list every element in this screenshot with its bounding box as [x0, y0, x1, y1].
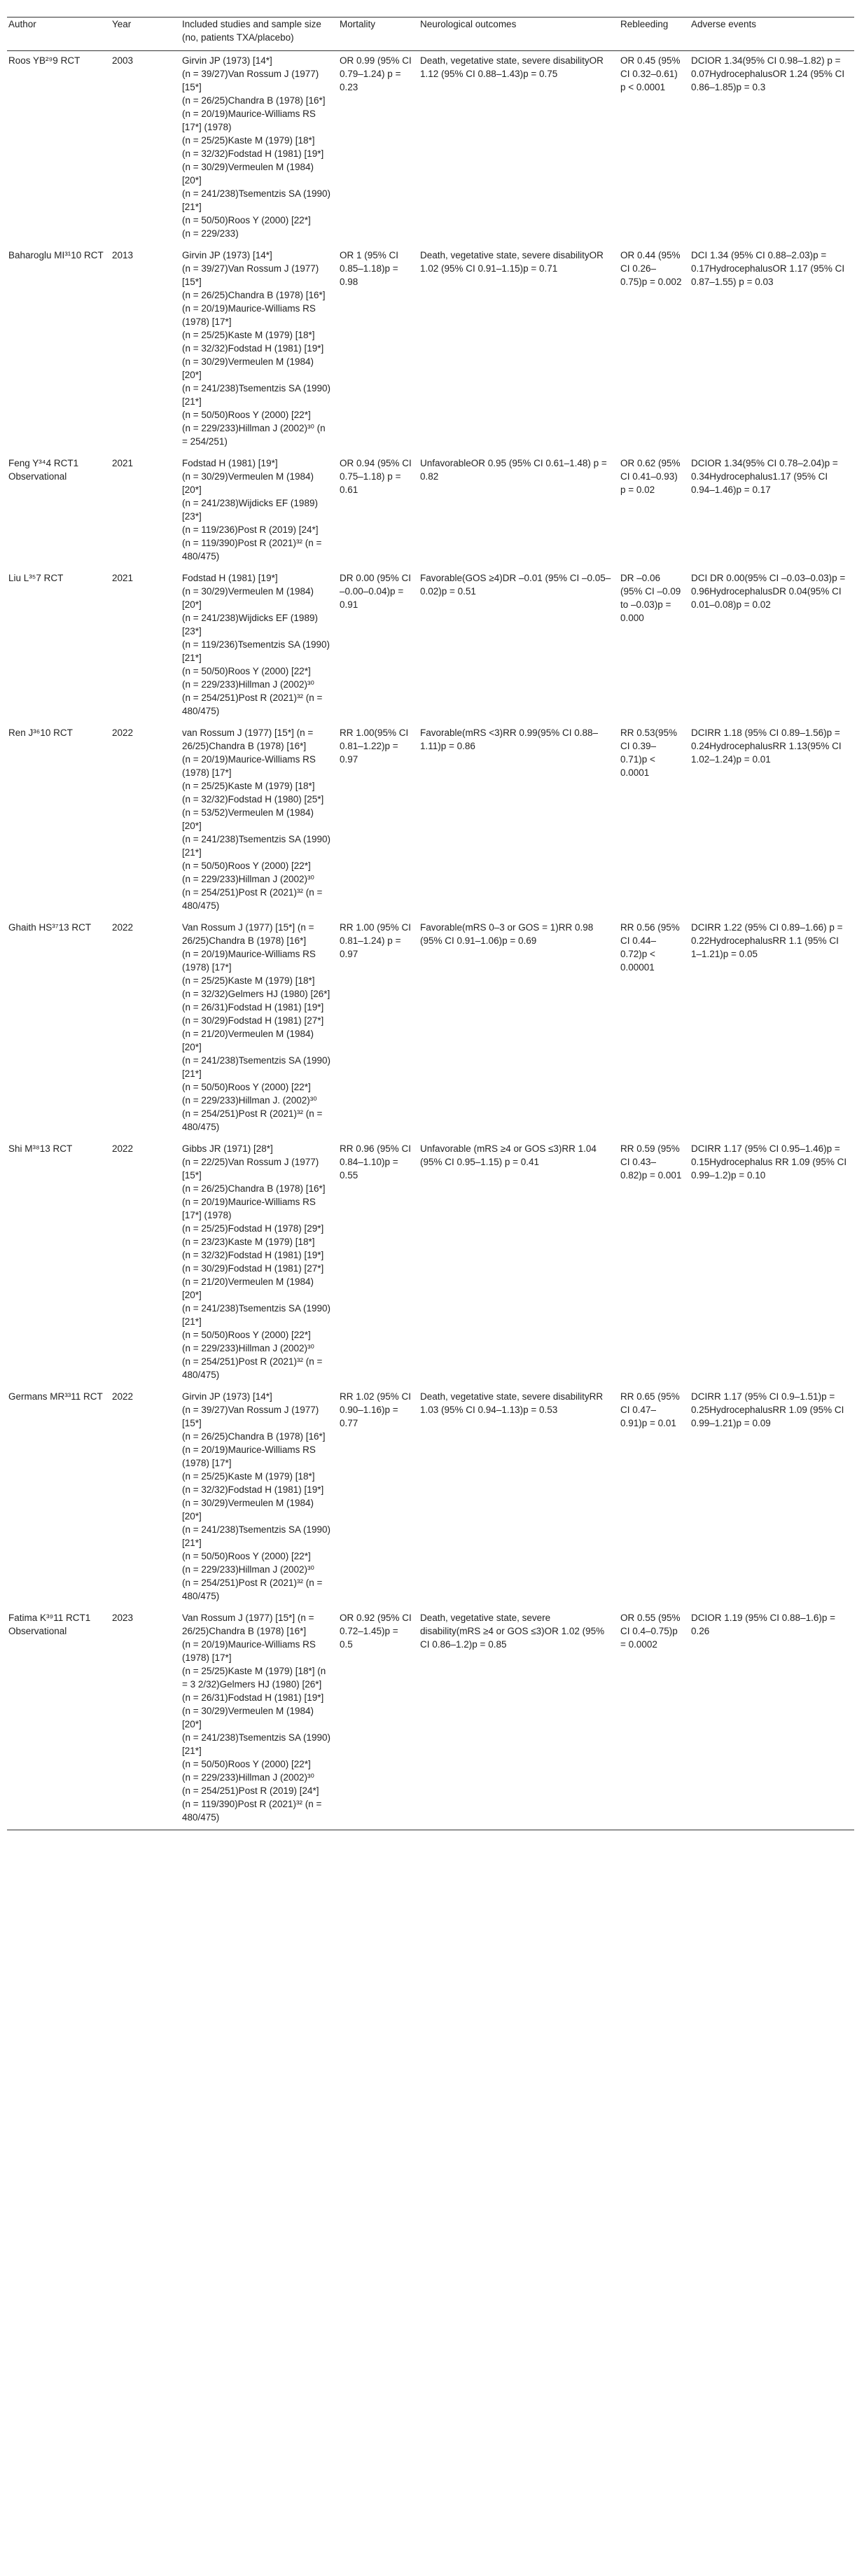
cell-mortality: OR 0.94 (95% CI 0.75–1.18) p = 0.61 [340, 458, 412, 495]
cell-mortality: RR 1.00(95% CI 0.81–1.22)p = 0.97 [340, 727, 409, 765]
cell-neuro: Death, vegetative state, severe disability(mRS ≥4 or GOS ≤3)OR 1.02 (95% CI 0.86–1.2)p = 0.85 [419, 1608, 619, 1830]
cell-neuro: Favorable(mRS <3)RR 0.99(95% CI 0.88–1.11)p = 0.86 [420, 727, 598, 751]
cell-rebleeding: RR 0.56 (95% CI 0.44–0.72)p < 0.00001 [620, 922, 680, 973]
cell-rebleeding: OR 0.45 (95% CI 0.32–0.61) p < 0.0001 [620, 55, 681, 92]
cell-year: 2021 [112, 573, 134, 583]
cell-neuro: Favorable(mRS 0–3 or GOS = 1)RR 0.98 (95% CI 0.91–1.06)p = 0.69 [420, 922, 594, 946]
cell-year: 2021 [112, 458, 134, 468]
cell-adverse: DCIOR 1.19 (95% CI 0.88–1.6)p = 0.26 [690, 1608, 854, 1830]
header-included-studies: Included studies and sample size (no, patients TXA/placebo) [181, 18, 338, 51]
cell-year: 2003 [112, 55, 134, 66]
table-row [7, 723, 854, 918]
cell-neuro: Death, vegetative state, severe disabilityRR 1.03 (95% CI 0.94–1.13)p = 0.53 [420, 1391, 604, 1415]
header-neurological-outcomes: Neurological outcomes [419, 18, 619, 51]
cell-rebleeding: RR 0.59 (95% CI 0.43–0.82)p = 0.001 [620, 1143, 682, 1181]
header-mortality: Mortality [338, 18, 419, 51]
cell-author: Ren J³⁶10 RCT [8, 727, 73, 738]
cell-neuro: Favorable(GOS ≥4)DR –0.01 (95% CI –0.05–0.02)p = 0.51 [420, 573, 611, 597]
cell-adverse: DCIOR 1.34(95% CI 0.78–2.04)p = 0.34Hydrocephalus1.17 (95% CI 0.94–1.46)p = 0.17 [691, 458, 838, 495]
cell-mortality: RR 0.96 (95% CI 0.84–1.10)p = 0.55 [340, 1143, 412, 1181]
table-row [7, 1139, 854, 1387]
cell-adverse: DCIRR 1.17 (95% CI 0.95–1.46)p = 0.15Hydrocephalus RR 1.09 (95% CI 0.99–1.2)p = 0.10 [691, 1143, 847, 1181]
header-author: Author [7, 18, 111, 51]
cell-neuro: Death, vegetative state, severe disabilityOR 1.12 (95% CI 0.88–1.43)p = 0.75 [420, 55, 604, 79]
cell-studies: Girvin JP (1973) [14*] (n = 39/27)Van Rossum J (1977) [15*] (n = 26/25)Chandra B (1978) [16*] (n = 20/19)Maurice-Williams RS [17*] (1978) (n = 25/25)Kaste M (1979) [18*] (n = 32/32)Fodstad H (1981) [19*] (n = 30/29)Vermeulen M (1984) [20*] (n = 241/238)Tsementzis SA (1990) [21*] (n = 50/50)Roos Y (2000) [22*] (n = 229/233) [182, 55, 330, 239]
cell-author: Fatima K³⁹11 RCT1 Observational [7, 1608, 111, 1830]
header-row [7, 18, 854, 51]
cell-adverse: DCI 1.34 (95% CI 0.88–2.03)p = 0.17HydrocephalusOR 1.17 (95% CI 0.87–1.55) p = 0.03 [691, 250, 845, 287]
cell-studies: Fodstad H (1981) [19*] (n = 30/29)Vermeulen M (1984) [20*] (n = 241/238)Wijdicks EF (1989) [23*] (n = 119/236)Post R (2019) [24*] (n = 119/390)Post R (2021)³² (n = 480/475) [182, 458, 322, 562]
cell-mortality: DR 0.00 (95% CI –0.00–0.04)p = 0.91 [340, 573, 412, 610]
cell-mortality: OR 0.92 (95% CI 0.72–1.45)p = 0.5 [338, 1608, 419, 1830]
cell-rebleeding: DR –0.06 (95% CI –0.09 to –0.03)p = 0.000 [620, 573, 681, 623]
header-adverse-events: Adverse events [690, 18, 854, 51]
cell-studies: Van Rossum J (1977) [15*] (n = 26/25)Chandra B (1978) [16*] (n = 20/19)Maurice-Williams RS (1978) [17*] (n = 25/25)Kaste M (1979) [18*] (n = 32/32)Gelmers HJ (1980) [26*] (n = 26/31)Fodstad H (1981) [19*] (n = 30/29)Fodstad H (1981) [27*] (n = 21/20)Vermeulen M (1984) [20*] (n = 241/238)Tsementzis SA (1990) [21*] (n = 50/50)Roos Y (2000) [22*] (n = 229/233)Hillman J. (2002)³⁰ (n = 254/251)Post R (2021)³² (n = 480/475) [182, 922, 330, 1132]
cell-adverse: DCIRR 1.17 (95% CI 0.9–1.51)p = 0.25HydrocephalusRR 1.09 (95% CI 0.99–1.21)p = 0.09 [691, 1391, 844, 1428]
cell-year: 2022 [112, 1391, 134, 1402]
cell-rebleeding: OR 0.44 (95% CI 0.26–0.75)p = 0.002 [620, 250, 682, 287]
cell-author: Liu L³⁵7 RCT [8, 573, 64, 583]
meta-analysis-table [7, 17, 854, 1830]
header-rebleeding: Rebleeding [619, 18, 690, 51]
cell-rebleeding: RR 0.53(95% CI 0.39–0.71)p < 0.0001 [620, 727, 678, 778]
cell-studies: van Rossum J (1977) [15*] (n = 26/25)Chandra B (1978) [16*] (n = 20/19)Maurice-Williams RS (1978) [17*] (n = 25/25)Kaste M (1979) [18*] (n = 32/32)Fodstad H (1980) [25*] (n = 53/52)Vermeulen M (1984) [20*] (n = 241/238)Tsementzis SA (1990) [21*] (n = 50/50)Roos Y (2000) [22*] (n = 229/233)Hillman J (2002)³⁰ (n = 254/251)Post R (2021)³² (n = 480/475) [182, 727, 330, 911]
table-row [7, 1608, 854, 1830]
table-header [7, 18, 854, 51]
table-row [7, 51, 854, 246]
cell-author: Roos YB²⁹9 RCT [8, 55, 81, 66]
cell-studies: Girvin JP (1973) [14*] (n = 39/27)Van Rossum J (1977) [15*] (n = 26/25)Chandra B (1978) [16*] (n = 20/19)Maurice-Williams RS (1978) [17*] (n = 25/25)Kaste M (1979) [18*] (n = 32/32)Fodstad H (1981) [19*] (n = 30/29)Vermeulen M (1984) [20*] (n = 241/238)Tsementzis SA (1990) [21*] (n = 50/50)Roos Y (2000) [22*] (n = 229/233)Hillman J (2002)³⁰ (n = 254/251) [182, 250, 330, 447]
table-row [7, 569, 854, 723]
cell-adverse: DCIRR 1.18 (95% CI 0.89–1.56)p = 0.24HydrocephalusRR 1.13(95% CI 1.02–1.24)p = 0.01 [691, 727, 842, 765]
cell-rebleeding: RR 0.65 (95% CI 0.47–0.91)p = 0.01 [620, 1391, 680, 1428]
cell-mortality: RR 1.02 (95% CI 0.90–1.16)p = 0.77 [340, 1391, 412, 1428]
cell-studies: Van Rossum J (1977) [15*] (n = 26/25)Chandra B (1978) [16*] (n = 20/19)Maurice-Williams RS (1978) [17*] (n = 25/25)Kaste M (1979) [18*] (n = 3 2/32)Gelmers HJ (1980) [26*] (n = 26/31)Fodstad H (1981) [19*] (n = 30/29)Vermeulen M (1984) [20*] (n = 241/238)Tsementzis SA (1990) [21*] (n = 50/50)Roos Y (2000) [22*] (n = 229/233)Hillman J (2002)³⁰ (n = 254/251)Post R (2019) [24*] (n = 119/390)Post R (2021)³² (n = 480/475) [181, 1608, 338, 1830]
cell-neuro: Unfavorable (mRS ≥4 or GOS ≤3)RR 1.04 (95% CI 0.95–1.15) p = 0.41 [420, 1143, 597, 1167]
table-row [7, 454, 854, 569]
cell-year: 2013 [112, 250, 134, 260]
cell-mortality: OR 0.99 (95% CI 0.79–1.24) p = 0.23 [340, 55, 412, 92]
table-row [7, 1387, 854, 1608]
cell-adverse: DCIRR 1.22 (95% CI 0.89–1.66) p = 0.22HydrocephalusRR 1.1 (95% CI 1–1.21)p = 0.05 [691, 922, 843, 959]
cell-neuro: Death, vegetative state, severe disabilityOR 1.02 (95% CI 0.91–1.15)p = 0.71 [420, 250, 604, 274]
cell-rebleeding: OR 0.55 (95% CI 0.4–0.75)p = 0.0002 [619, 1608, 690, 1830]
cell-author: Baharoglu MI³¹10 RCT [8, 250, 104, 260]
table-row [7, 246, 854, 454]
cell-author: Ghaith HS³⁷13 RCT [8, 922, 92, 933]
cell-studies: Girvin JP (1973) [14*] (n = 39/27)Van Rossum J (1977) [15*] (n = 26/25)Chandra B (1978) [16*] (n = 20/19)Maurice-Williams RS (1978) [17*] (n = 25/25)Kaste M (1979) [18*] (n = 32/32)Fodstad H (1981) [19*] (n = 30/29)Vermeulen M (1984) [20*] (n = 241/238)Tsementzis SA (1990) [21*] (n = 50/50)Roos Y (2000) [22*] (n = 229/233)Hillman J (2002)³⁰ (n = 254/251)Post R (2021)³² (n = 480/475) [182, 1391, 330, 1601]
table-row [7, 918, 854, 1139]
cell-rebleeding: OR 0.62 (95% CI 0.41–0.93) p = 0.02 [620, 458, 681, 495]
cell-studies: Fodstad H (1981) [19*] (n = 30/29)Vermeulen M (1984) [20*] (n = 241/238)Wijdicks EF (1989) [23*] (n = 119/236)Tsementzis SA (1990) [21*] (n = 50/50)Roos Y (2000) [22*] (n = 229/233)Hillman J (2002)³⁰ (n = 254/251)Post R (2021)³² (n = 480/475) [182, 573, 330, 716]
cell-year: 2022 [112, 1143, 134, 1154]
cell-neuro: UnfavorableOR 0.95 (95% CI 0.61–1.48) p = 0.82 [420, 458, 607, 482]
cell-adverse: DCI DR 0.00(95% CI –0.03–0.03)p = 0.96HydrocephalusDR 0.04(95% CI 0.01–0.08)p = 0.02 [691, 573, 846, 610]
table-body [7, 51, 854, 1830]
header-year: Year [111, 18, 181, 51]
cell-author: Feng Y³⁴4 RCT1 Observational [8, 458, 79, 482]
cell-studies: Gibbs JR (1971) [28*] (n = 22/25)Van Rossum J (1977) [15*] (n = 26/25)Chandra B (1978) [16*] (n = 20/19)Maurice-Williams RS [17*] (1978) (n = 25/25)Fodstad H (1978) [29*] (n = 23/23)Kaste M (1979) [18*] (n = 32/32)Fodstad H (1981) [19*] (n = 30/29)Fodstad H (1981) [27*] (n = 21/20)Vermeulen M (1984) [20*] (n = 241/238)Tsementzis SA (1990) [21*] (n = 50/50)Roos Y (2000) [22*] (n = 229/233)Hillman J (2002)³⁰ (n = 254/251)Post R (2021)³² (n = 480/475) [182, 1143, 330, 1380]
cell-mortality: OR 1 (95% CI 0.85–1.18)p = 0.98 [340, 250, 399, 287]
cell-year: 2022 [112, 727, 134, 738]
cell-author: Shi M³⁸13 RCT [8, 1143, 73, 1154]
cell-mortality: RR 1.00 (95% CI 0.81–1.24) p = 0.97 [340, 922, 412, 959]
cell-year: 2022 [112, 922, 134, 933]
cell-author: Germans MR³³11 RCT [8, 1391, 103, 1402]
cell-year: 2023 [111, 1608, 181, 1830]
cell-adverse: DCIOR 1.34(95% CI 0.98–1.82) p = 0.07HydrocephalusOR 1.24 (95% CI 0.86–1.85)p = 0.3 [691, 55, 845, 92]
